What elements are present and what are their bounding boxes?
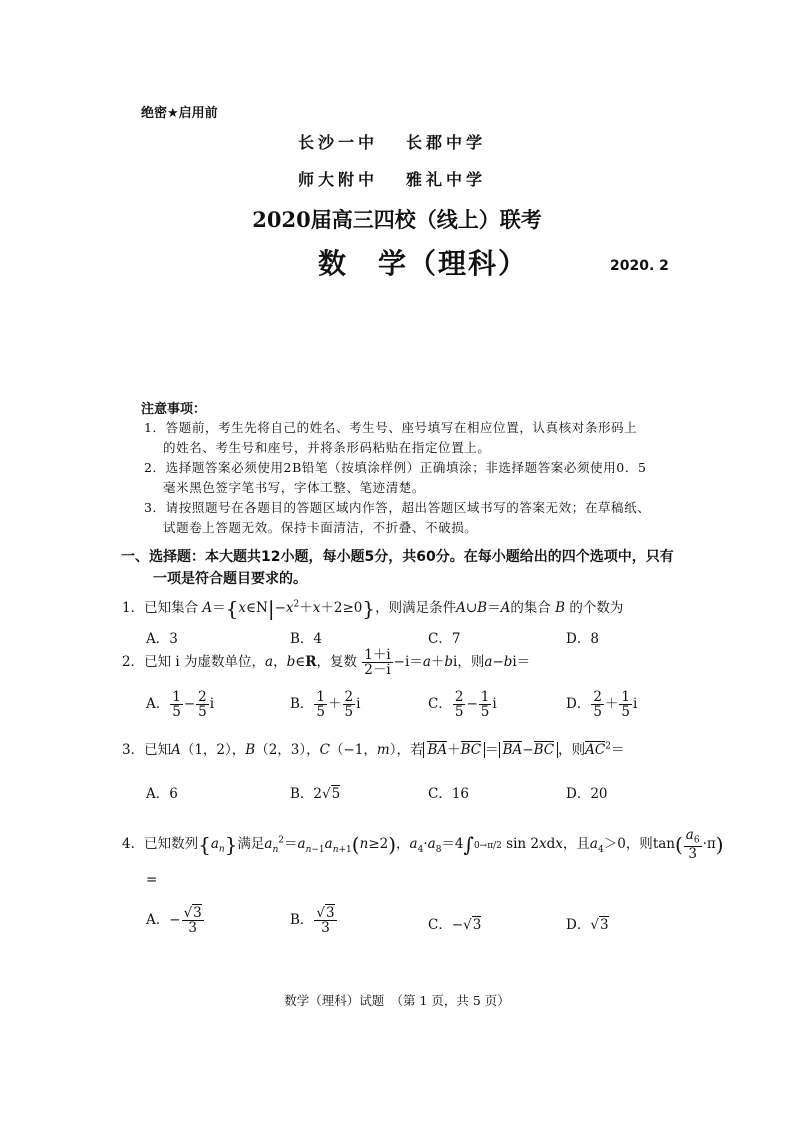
question-text: ，则 (558, 742, 586, 758)
option-d: D．20 (566, 786, 608, 802)
question-text: ，则 (457, 654, 485, 671)
option-c: C．16 (428, 786, 470, 802)
option-c: C． $\frac{2}{5}$ − $\frac{1}{5}$ i (428, 689, 497, 721)
option-d: D． $\frac{2}{5}$ ＋ $\frac{1}{5}$ i (566, 689, 638, 721)
notice-line: 试题卷上答题无效。保持卡面清洁，不折叠、不破损。 (163, 520, 478, 535)
question-text: 的个数为 (569, 600, 624, 616)
question-number: 3． (122, 742, 145, 758)
option-c: C．7 (428, 631, 461, 647)
schools-row-2 (298, 167, 486, 190)
subject-char: 数 (318, 247, 349, 280)
question-4: 4．已知数列$\{a_n\}$满足$a_n^2=a_{n-1}a_{n+1}(n\ge 2)$，$a_4\cdot a_8=4\int 0\to\pi/2$ sin 2xdx，且$a_4>0$，则tan( $\frac{a_6}{3}$ ·π) (122, 827, 724, 863)
question-number: 2． (122, 654, 145, 671)
question-number: 1． (122, 600, 145, 616)
question-text: 满足 (237, 836, 265, 853)
option-d: D．8 (566, 631, 599, 647)
notice-line: 的姓名、考生号和座号，并将条形码粘贴在指定位置上。 (163, 440, 491, 455)
option-b: B． $\frac{1}{5}$ ＋ $\frac{2}{5}$ i (290, 689, 361, 721)
school-name: 雅礼中学 (406, 170, 487, 189)
school-name: 师大附中 (298, 170, 379, 189)
exam-date: 2020. 2 (610, 258, 669, 274)
page-footer: 数学（理科）试题 （第 1 页，共 5 页） (284, 993, 510, 1008)
secret-label: 绝密★启用前 (141, 106, 218, 121)
fraction: $\frac{1+i}{2-i}$ (364, 647, 391, 679)
question-text: 已知集合 (144, 600, 199, 616)
question-text: ，则满足条件 (375, 600, 457, 616)
question-text: ，复数 (316, 654, 357, 671)
notice-line: 2．选择题答案必须使用2B铅笔（按填涂样例）正确填涂；非选择题答案必须使用0．5 (144, 460, 647, 475)
option-a: A．6 (146, 786, 178, 802)
condition-expression: A∪B＝A (456, 600, 511, 616)
option-a: A． $\frac{1}{5}$ − $\frac{2}{5}$ i (146, 689, 215, 721)
option-a: A．− $\frac{√3}{3}$ (146, 905, 202, 937)
option-d: D．√3 (566, 917, 609, 933)
equals-sign: = (146, 872, 158, 888)
question-number: 4． (122, 836, 145, 853)
option-b: B．2√5 (290, 786, 341, 802)
exam-title: 2020届高三四校（线上）联考 (252, 207, 542, 232)
notice-line: 3．请按照题号在各题目的答题区域内作答，超出答题区域书写的答案无效；在草稿纸、 (144, 500, 651, 515)
question-3: 3．已知A（1，2），B（2，3），C（−1，m），若 BA＋BC ＝ BA−BC ，则$AC^2=$ (122, 741, 625, 758)
option-a: A．3 (146, 631, 178, 647)
question-text: 已知数列 (144, 836, 199, 853)
option-b: B． $\frac{√3}{3}$ (290, 905, 335, 937)
school-name: 长郡中学 (406, 133, 487, 152)
question-text: 已知 i 为虚数单位， (144, 654, 265, 671)
section-title: 一项是符合题目要求的。 (153, 571, 307, 587)
school-name: 长沙一中 (298, 133, 379, 152)
notice-line: 1．答题前，考生先将自己的姓名、考生号、座号填写在相应位置，认真核对条形码上 (144, 420, 638, 435)
schools-row-1 (298, 130, 486, 153)
option-b: B．4 (290, 631, 323, 647)
question-1: 1．已知集合 $A=\{x\in N|-x^2+x+2\ge 0\}$，则满足条件A∪B＝A的集合 B 的个数为 (122, 596, 624, 621)
subject-rest: 学（理科） (378, 247, 529, 280)
question-text: 已知 (144, 742, 172, 758)
question-2: 2．已知 i 为虚数单位，a，b∈R，复数 $\frac{1+i}{2-i}$ −i＝a＋bi，则a−bi＝ (122, 647, 531, 679)
section-title: 一、选择题：本大题共12小题，每小题5分，共60分。在每小题给出的四个选项中，只有 (121, 549, 674, 565)
question-text: ，则 (625, 836, 653, 853)
subject-title (318, 242, 528, 282)
question-text: ，若 (396, 742, 424, 758)
option-c: C．−√3 (428, 917, 482, 933)
notice-line: 毫米黑色签字笔书写，字体工整、笔迹清楚。 (163, 480, 426, 495)
notice-title: 注意事项： (141, 402, 207, 417)
question-text: ，且 (562, 836, 590, 853)
set-expression: $A=\{x\in N|-x^2+x+2\ge 0\}$ (202, 596, 376, 621)
question-text: 的集合 (510, 600, 551, 616)
